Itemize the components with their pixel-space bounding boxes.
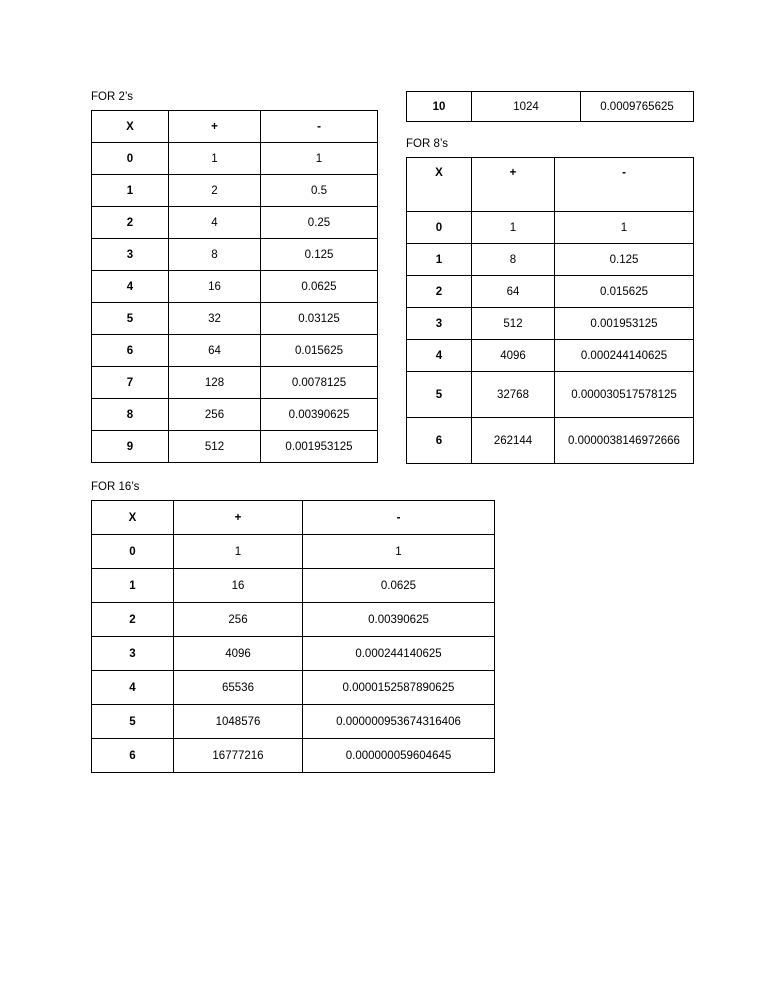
cell-exponent: 0 — [92, 143, 169, 175]
cell-exponent: 1 — [92, 569, 174, 603]
cell-exponent: 6 — [92, 335, 169, 367]
cell-exponent: 3 — [92, 239, 169, 271]
table-row — [92, 739, 495, 773]
table-row — [407, 418, 694, 464]
cell-exponent: 1 — [92, 175, 169, 207]
table-row — [92, 367, 378, 399]
cell-positive-power: 16777216 — [174, 739, 303, 773]
cell-exponent: 0 — [92, 535, 174, 569]
table-row — [92, 143, 378, 175]
cell-exponent: 5 — [92, 303, 169, 335]
table-row — [92, 175, 378, 207]
table-row — [92, 303, 378, 335]
cell-negative-power: 0.00390625 — [261, 399, 378, 431]
cell-negative-power: 0.0000152587890625 — [303, 671, 495, 705]
cell-positive-power: 4 — [169, 207, 261, 239]
table-header-row — [407, 158, 694, 212]
cell-negative-power: 0.000000059604645 — [303, 739, 495, 773]
cell-exponent: 4 — [407, 340, 472, 372]
table-twos-continuation — [406, 91, 694, 122]
cell-positive-power: 16 — [169, 271, 261, 303]
cell-exponent: 2 — [92, 207, 169, 239]
cell-positive-power: 8 — [472, 244, 555, 276]
column-header-x: X — [407, 158, 472, 212]
cell-exponent: 3 — [407, 308, 472, 340]
cell-negative-power: 0.0009765625 — [581, 92, 694, 122]
cell-negative-power: 0.001953125 — [261, 431, 378, 463]
caption-eights: FOR 8’s — [406, 138, 448, 150]
cell-exponent: 2 — [407, 276, 472, 308]
table-row — [92, 569, 495, 603]
table-row — [92, 239, 378, 271]
cell-negative-power: 1 — [555, 212, 694, 244]
table-row — [92, 637, 495, 671]
table-row — [92, 535, 495, 569]
cell-positive-power: 8 — [169, 239, 261, 271]
column-header-minus: - — [303, 501, 495, 535]
cell-positive-power: 32768 — [472, 372, 555, 418]
cell-exponent: 4 — [92, 271, 169, 303]
cell-exponent: 9 — [92, 431, 169, 463]
cell-positive-power: 1 — [169, 143, 261, 175]
cell-exponent: 5 — [407, 372, 472, 418]
cell-positive-power: 128 — [169, 367, 261, 399]
cell-positive-power: 256 — [169, 399, 261, 431]
cell-negative-power: 0.015625 — [261, 335, 378, 367]
cell-negative-power: 1 — [261, 143, 378, 175]
table-row — [92, 335, 378, 367]
cell-exponent: 1 — [407, 244, 472, 276]
table-sixteens — [91, 500, 495, 773]
cell-positive-power: 1024 — [472, 92, 581, 122]
table-row — [407, 372, 694, 418]
cell-negative-power: 0.0000038146972666 — [555, 418, 694, 464]
table-row — [92, 705, 495, 739]
column-header-plus: + — [472, 158, 555, 212]
table-row — [407, 340, 694, 372]
cell-negative-power: 0.000000953674316406 — [303, 705, 495, 739]
table-row — [407, 92, 694, 122]
cell-exponent: 2 — [92, 603, 174, 637]
caption-twos: FOR 2’s — [91, 91, 133, 103]
column-header-x: X — [92, 111, 169, 143]
cell-negative-power: 0.125 — [261, 239, 378, 271]
cell-exponent: 7 — [92, 367, 169, 399]
cell-negative-power: 0.125 — [555, 244, 694, 276]
table-row — [407, 308, 694, 340]
cell-negative-power: 0.03125 — [261, 303, 378, 335]
cell-positive-power: 64 — [472, 276, 555, 308]
cell-positive-power: 1 — [174, 535, 303, 569]
cell-negative-power: 0.015625 — [555, 276, 694, 308]
cell-negative-power: 0.0625 — [303, 569, 495, 603]
table-header-row — [92, 111, 378, 143]
cell-exponent: 5 — [92, 705, 174, 739]
table-row — [92, 603, 495, 637]
table-row — [92, 671, 495, 705]
cell-positive-power: 512 — [472, 308, 555, 340]
table-row — [407, 212, 694, 244]
table-eights — [406, 157, 694, 464]
table-twos — [91, 110, 378, 463]
cell-positive-power: 4096 — [174, 637, 303, 671]
table-row — [92, 431, 378, 463]
cell-exponent: 3 — [92, 637, 174, 671]
cell-negative-power: 0.000244140625 — [555, 340, 694, 372]
cell-negative-power: 0.001953125 — [555, 308, 694, 340]
cell-positive-power: 512 — [169, 431, 261, 463]
cell-positive-power: 4096 — [472, 340, 555, 372]
column-header-plus: + — [169, 111, 261, 143]
cell-exponent: 4 — [92, 671, 174, 705]
cell-positive-power: 64 — [169, 335, 261, 367]
cell-exponent: 6 — [92, 739, 174, 773]
cell-positive-power: 256 — [174, 603, 303, 637]
table-row — [92, 207, 378, 239]
table-row — [92, 399, 378, 431]
cell-negative-power: 0.00390625 — [303, 603, 495, 637]
cell-negative-power: 0.25 — [261, 207, 378, 239]
cell-positive-power: 1048576 — [174, 705, 303, 739]
cell-positive-power: 2 — [169, 175, 261, 207]
cell-negative-power: 0.000030517578125 — [555, 372, 694, 418]
cell-exponent: 0 — [407, 212, 472, 244]
cell-exponent: 6 — [407, 418, 472, 464]
column-header-minus: - — [555, 158, 694, 212]
cell-positive-power: 16 — [174, 569, 303, 603]
table-header-row — [92, 501, 495, 535]
column-header-x: X — [92, 501, 174, 535]
cell-exponent: 10 — [407, 92, 472, 122]
caption-sixteens: FOR 16’s — [91, 481, 140, 493]
cell-positive-power: 262144 — [472, 418, 555, 464]
cell-negative-power: 1 — [303, 535, 495, 569]
cell-positive-power: 32 — [169, 303, 261, 335]
cell-positive-power: 1 — [472, 212, 555, 244]
column-header-minus: - — [261, 111, 378, 143]
cell-negative-power: 0.000244140625 — [303, 637, 495, 671]
table-row — [407, 276, 694, 308]
table-row — [407, 244, 694, 276]
cell-negative-power: 0.5 — [261, 175, 378, 207]
cell-negative-power: 0.0078125 — [261, 367, 378, 399]
cell-negative-power: 0.0625 — [261, 271, 378, 303]
table-row — [92, 271, 378, 303]
cell-exponent: 8 — [92, 399, 169, 431]
column-header-plus: + — [174, 501, 303, 535]
cell-positive-power: 65536 — [174, 671, 303, 705]
